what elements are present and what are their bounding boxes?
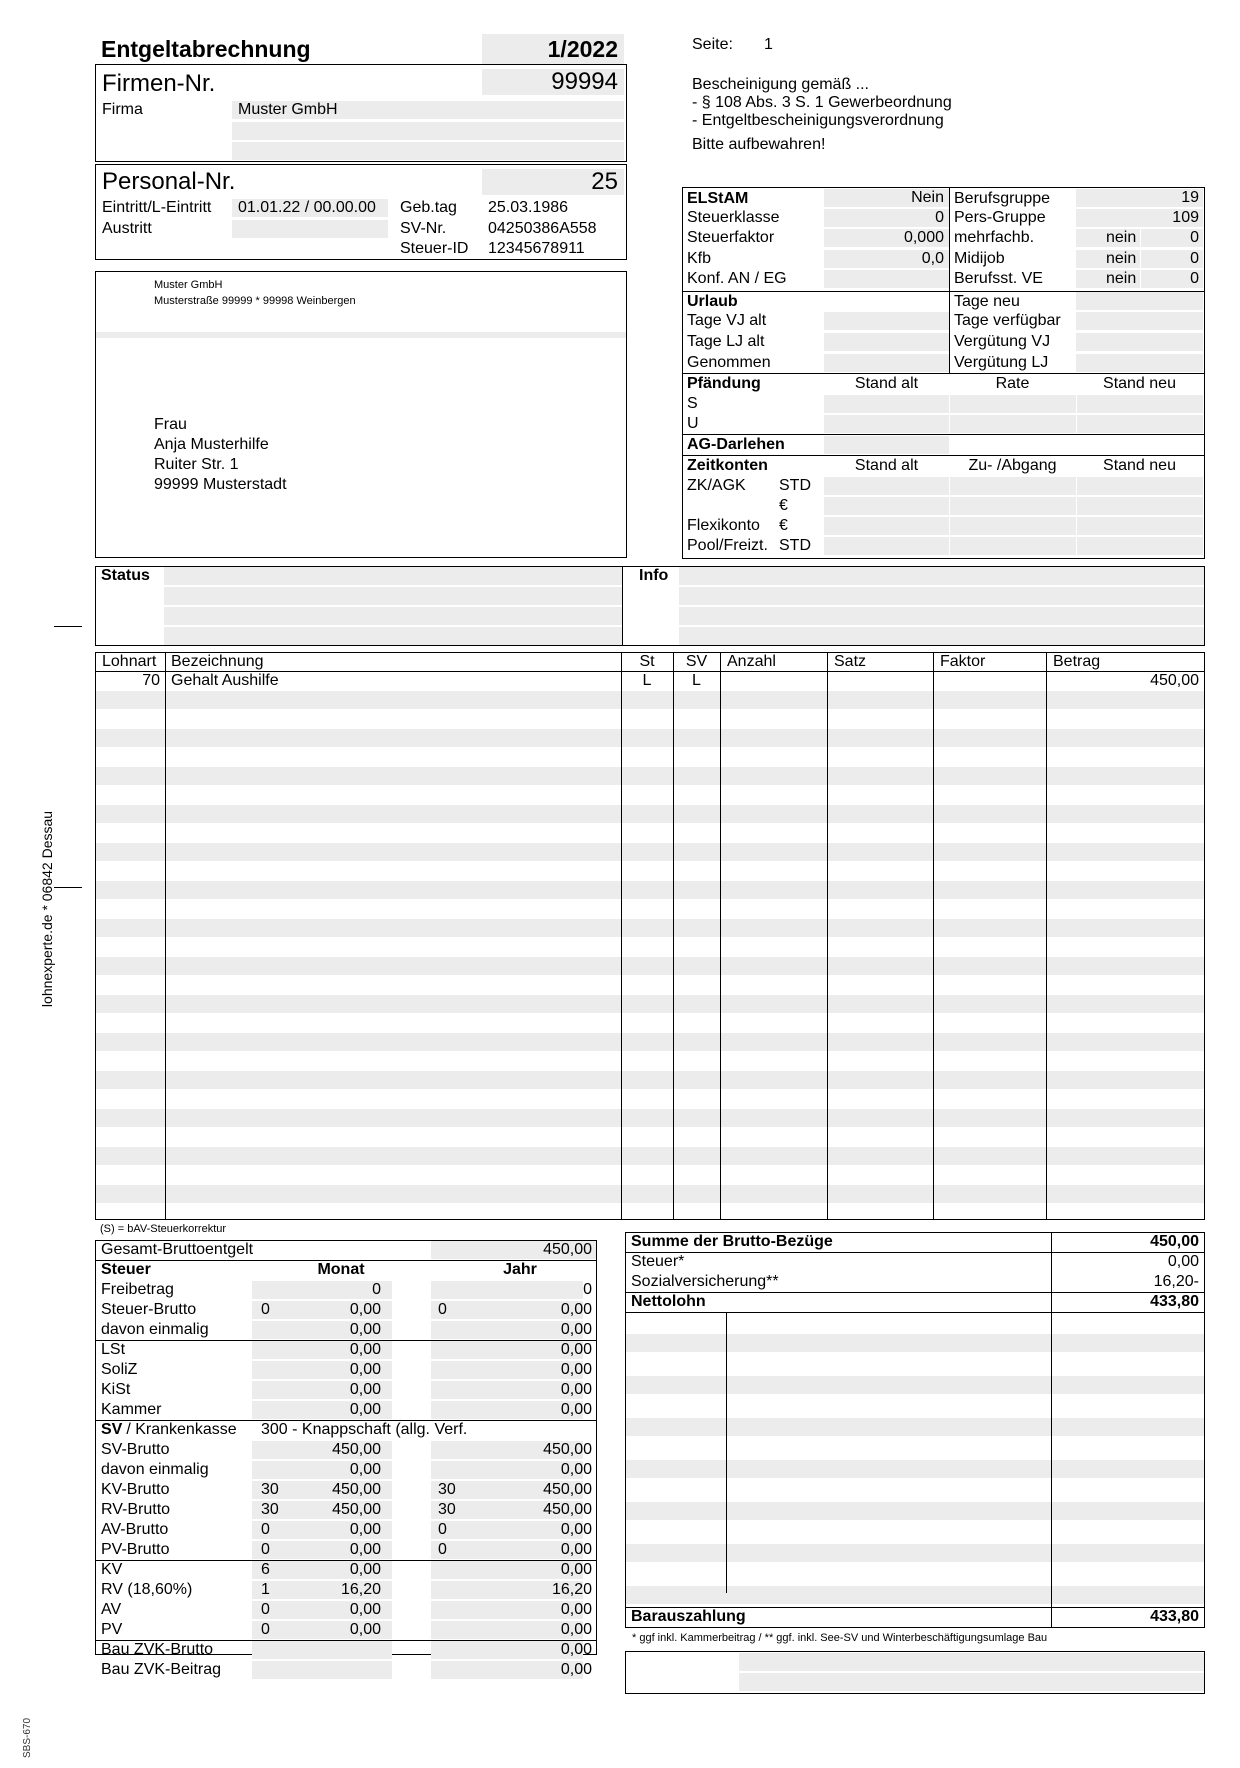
col-faktor: Faktor xyxy=(940,653,986,670)
firma-line-2 xyxy=(232,122,624,140)
summe-brutto-value: 450,00 xyxy=(1150,1233,1199,1250)
entry-field xyxy=(232,199,388,217)
table-stripe xyxy=(96,1147,1205,1165)
steuerfaktor-value: 0,000 xyxy=(903,229,944,246)
bau-row-label: Bau ZVK-Brutto xyxy=(101,1641,214,1658)
abzug-row-j2: 0,00 xyxy=(560,1381,592,1398)
sv-row-label: RV-Brutto xyxy=(101,1501,171,1518)
company-number-label: Firmen-Nr. xyxy=(102,70,216,97)
summary-stripe xyxy=(626,1376,1204,1394)
field-bg xyxy=(252,1641,392,1659)
steuer-row-label: Steuer-Brutto xyxy=(101,1301,197,1318)
mehrfach-value: 0 xyxy=(1190,229,1199,246)
sv-row-label: davon einmalig xyxy=(101,1461,209,1478)
bav-footnote: (S) = bAV-Steuerkorrektur xyxy=(100,1223,227,1235)
urlaub-verguetung-vj: Vergütung VJ xyxy=(954,333,1051,350)
birth-label: Geb.tag xyxy=(400,199,457,216)
elstam-value: Nein xyxy=(911,189,944,206)
sv-row-j1: 0 xyxy=(438,1541,447,1558)
summary-stripe xyxy=(626,1460,1204,1478)
recipient-street: Ruiter Str. 1 xyxy=(154,456,239,473)
abzug-row-j2: 0,00 xyxy=(560,1361,592,1378)
table-stripe xyxy=(96,1109,1205,1127)
taxid-label: Steuer-ID xyxy=(400,240,469,257)
summary-stripe xyxy=(626,1502,1204,1520)
pfaendung-col-neu: Stand neu xyxy=(1103,375,1176,392)
steuer-row-m2: 0,00 xyxy=(349,1321,381,1338)
sv-header xyxy=(101,1421,237,1439)
col-st: St xyxy=(639,653,655,670)
summe-brutto-label: Summe der Brutto-Bezüge xyxy=(631,1233,833,1250)
lohnarten-table xyxy=(95,652,1205,1220)
zeitkonten-col-neu: Stand neu xyxy=(1103,457,1176,474)
sv-row-m2: 0,00 xyxy=(349,1541,381,1558)
row-lohnart: 70 xyxy=(142,672,160,689)
zk-row-3-label: Flexikonto xyxy=(687,517,760,534)
summe-steuer-value: 0,00 xyxy=(1167,1253,1199,1270)
urlaub-title: Urlaub xyxy=(687,293,738,310)
pfaendung-title: Pfändung xyxy=(687,375,761,392)
row-betrag: 450,00 xyxy=(1150,672,1199,689)
kk-label: / Krankenkasse xyxy=(126,1421,237,1438)
summary-stripe xyxy=(626,1544,1204,1562)
summary-box xyxy=(625,1232,1205,1628)
col-satz: Satz xyxy=(834,653,867,670)
berufsst-mid: nein xyxy=(1106,270,1137,287)
personal-number-field xyxy=(482,169,624,195)
summe-sv-value: 16,20- xyxy=(1153,1273,1199,1290)
sender-divider xyxy=(96,332,626,338)
abzug-row-m2: 0,00 xyxy=(349,1361,381,1378)
table-stripe xyxy=(96,1071,1205,1089)
table-stripe xyxy=(96,919,1205,937)
steuerklasse-label: Steuerklasse xyxy=(687,209,780,226)
beitrag-row-m1: 0 xyxy=(261,1621,270,1638)
elstam-title: ELStAM xyxy=(687,190,749,207)
berufsst-value: 0 xyxy=(1190,270,1199,287)
page-number: 1 xyxy=(764,36,773,53)
berufsgruppe-value: 19 xyxy=(1181,189,1199,206)
svnr-value: 04250386A558 xyxy=(488,220,597,237)
sv-row-m2: 0,00 xyxy=(349,1461,381,1478)
abzug-row-label: Kammer xyxy=(101,1401,162,1418)
summary-stripe xyxy=(626,1586,1204,1604)
sv-row-j2: 450,00 xyxy=(543,1481,592,1498)
steuer-row-j1: 0 xyxy=(438,1301,447,1318)
form-code: SBS-670 xyxy=(22,1717,33,1759)
pfaendung-col-alt: Stand alt xyxy=(854,375,919,392)
steuer-row-m2: 0 xyxy=(372,1281,381,1298)
svnr-label: SV-Nr. xyxy=(400,220,447,237)
entry-label: Eintritt/L-Eintritt xyxy=(102,199,212,216)
beitrag-row-m2: 0,00 xyxy=(349,1561,381,1578)
midijob-label: Midijob xyxy=(954,250,1005,267)
urlaub-verfuegbar: Tage verfügbar xyxy=(954,312,1061,329)
notice-line-1: Bescheinigung gemäß ... xyxy=(692,76,869,93)
summary-stripe xyxy=(626,1334,1204,1352)
sv-row-label: SV-Brutto xyxy=(101,1441,170,1458)
pfaendung-col-rate: Rate xyxy=(995,375,1030,392)
firma-line-3 xyxy=(232,142,624,160)
address-box xyxy=(95,271,627,558)
abzug-row-j2: 0,00 xyxy=(560,1341,592,1358)
gesamt-brutto-label: Gesamt-Bruttoentgelt xyxy=(101,1241,254,1258)
jahr-label: Jahr xyxy=(503,1261,537,1278)
personal-box xyxy=(95,164,627,260)
beitrag-row-m1: 0 xyxy=(261,1601,270,1618)
abzug-row-j2: 0,00 xyxy=(560,1401,592,1418)
sv-row-label: AV-Brutto xyxy=(101,1521,169,1538)
info-label: Info xyxy=(639,567,669,584)
col-lohnart: Lohnart xyxy=(102,653,157,670)
sv-row-label: PV-Brutto xyxy=(101,1541,170,1558)
zeitkonten-col-alt: Stand alt xyxy=(854,457,919,474)
summe-steuer-label: Steuer* xyxy=(631,1253,685,1270)
beitrag-row-m2: 0,00 xyxy=(349,1601,381,1618)
summary-footnote: * ggf inkl. Kammerbeitrag / ** ggf. inkl. See-SV und Winterbeschäftigungsumlage Bau xyxy=(632,1632,1048,1644)
firma-label: Firma xyxy=(102,101,143,118)
beitrag-row-m2: 0,00 xyxy=(349,1621,381,1638)
zk-row-4-unit: STD xyxy=(779,537,811,554)
steuer-row-j2: 0,00 xyxy=(560,1321,592,1338)
zk-row-2-unit: € xyxy=(779,497,788,514)
kfb-value: 0,0 xyxy=(921,250,944,267)
col-betrag: Betrag xyxy=(1053,653,1101,670)
status-box xyxy=(95,566,1205,646)
abzug-row-m2: 0,00 xyxy=(349,1341,381,1358)
summe-sv-label: Sozialversicherung** xyxy=(631,1273,779,1290)
table-stripe xyxy=(96,729,1205,747)
berufsst-label: Berufsst. VE xyxy=(954,270,1043,287)
vertical-imprint: lohnexperte.de * 06842 Dessau xyxy=(39,810,55,1008)
status-label: Status xyxy=(101,567,150,584)
bau-row-label: Bau ZVK-Beitrag xyxy=(101,1661,222,1678)
sv-row-m2: 450,00 xyxy=(332,1501,381,1518)
sv-row-m1: 30 xyxy=(261,1501,279,1518)
brutto-box xyxy=(95,1240,597,1678)
exit-field xyxy=(232,220,388,238)
abzug-row-label: KiSt xyxy=(101,1381,131,1398)
sv-row-m2: 450,00 xyxy=(332,1441,381,1458)
mehrfach-mid: nein xyxy=(1106,229,1137,246)
table-stripe xyxy=(96,1033,1205,1051)
sv-row-j2: 450,00 xyxy=(543,1501,592,1518)
darlehen-title: AG-Darlehen xyxy=(687,436,785,453)
sv-row-m1: 30 xyxy=(261,1481,279,1498)
elstam-box xyxy=(682,187,1205,559)
period-field xyxy=(482,34,624,64)
kk-value: 300 - Knappschaft (allg. Verf. xyxy=(261,1421,468,1438)
urlaub-genommen: Genommen xyxy=(687,354,771,371)
beitrag-row-label: RV (18,60%) xyxy=(101,1581,193,1598)
pfaendung-row-u: U xyxy=(687,415,699,432)
mehrfach-label: mehrfachb. xyxy=(954,229,1035,246)
urlaub-tage-vj: Tage VJ alt xyxy=(687,312,767,329)
zk-row-1-label: ZK/AGK xyxy=(687,477,746,494)
beitrag-row-j2: 0,00 xyxy=(560,1561,592,1578)
urlaub-tage-lj: Tage LJ alt xyxy=(687,333,765,350)
zeitkonten-col-zu: Zu- /Abgang xyxy=(968,457,1057,474)
notice-line-2: - § 108 Abs. 3 S. 1 Gewerbeordnung xyxy=(692,94,952,111)
recipient-salutation: Frau xyxy=(154,416,187,433)
company-number-field xyxy=(482,69,624,95)
table-row xyxy=(96,672,1205,690)
steuerklasse-value: 0 xyxy=(935,209,944,226)
recipient-city: 99999 Musterstadt xyxy=(154,476,287,493)
sv-row-j2: 0,00 xyxy=(560,1541,592,1558)
birth-value: 25.03.1986 xyxy=(488,199,569,216)
sv-row-m1: 0 xyxy=(261,1541,270,1558)
notice-line-3: - Entgeltbescheinigungsverordnung xyxy=(692,112,944,129)
period-value: 1/2022 xyxy=(547,36,618,62)
barauszahlung-label: Barauszahlung xyxy=(631,1608,746,1625)
steuer-row-label: davon einmalig xyxy=(101,1321,209,1338)
bank-box xyxy=(625,1651,1205,1694)
company-number: 99994 xyxy=(551,68,618,95)
steuerfaktor-label: Steuerfaktor xyxy=(687,229,775,246)
sv-row-m1: 0 xyxy=(261,1521,270,1538)
sv-row-j2: 450,00 xyxy=(543,1441,592,1458)
midijob-mid: nein xyxy=(1106,250,1137,267)
sv-row-j1: 0 xyxy=(438,1521,447,1538)
sv-row-label: KV-Brutto xyxy=(101,1481,170,1498)
company-box xyxy=(95,64,627,162)
abzug-row-label: SoliZ xyxy=(101,1361,138,1378)
table-stripe xyxy=(96,995,1205,1013)
table-stripe xyxy=(96,1185,1205,1203)
urlaub-verguetung-lj: Vergütung LJ xyxy=(954,354,1049,371)
row-sv: L xyxy=(692,672,701,689)
sv-row-j1: 30 xyxy=(438,1501,456,1518)
firma-field xyxy=(232,101,624,119)
zeitkonten-title: Zeitkonten xyxy=(687,457,768,474)
steuer-row-j2: 0 xyxy=(583,1281,592,1298)
bau-row-j2: 0,00 xyxy=(560,1661,592,1678)
col-sv: SV xyxy=(685,653,708,670)
personal-number-label: Personal-Nr. xyxy=(102,168,236,195)
pfaendung-row-s: S xyxy=(687,395,698,412)
persgruppe-value: 109 xyxy=(1172,209,1199,226)
nettolohn-label: Nettolohn xyxy=(631,1293,706,1310)
zk-row-4-label: Pool/Freizt. xyxy=(687,537,768,554)
taxid-value: 12345678911 xyxy=(488,240,585,257)
personal-number: 25 xyxy=(591,168,618,195)
abzug-row-label: LSt xyxy=(101,1341,126,1358)
zk-row-1-unit: STD xyxy=(779,477,811,494)
steuer-row-m1: 0 xyxy=(261,1301,270,1318)
gesamt-brutto-value: 450,00 xyxy=(543,1241,592,1258)
beitrag-row-label: KV xyxy=(101,1561,123,1578)
sender-line-1: Muster GmbH xyxy=(154,279,223,291)
summary-stripe xyxy=(626,1418,1204,1436)
sv-row-m2: 0,00 xyxy=(349,1521,381,1538)
table-stripe xyxy=(96,843,1205,861)
steuer-row-m2: 0,00 xyxy=(349,1301,381,1318)
table-stripe xyxy=(96,767,1205,785)
sv-row-j2: 0,00 xyxy=(560,1521,592,1538)
midijob-value: 0 xyxy=(1190,250,1199,267)
beitrag-row-m1: 6 xyxy=(261,1561,270,1578)
beitrag-row-m2: 16,20 xyxy=(340,1581,381,1598)
sv-label: SV xyxy=(101,1421,123,1438)
table-stripe xyxy=(96,691,1205,709)
sv-row-j2: 0,00 xyxy=(560,1461,592,1478)
barauszahlung-value: 433,80 xyxy=(1150,1608,1199,1625)
entry-value: 01.01.22 / 00.00.00 xyxy=(238,199,376,216)
beitrag-row-label: PV xyxy=(101,1621,123,1638)
persgruppe-label: Pers-Gruppe xyxy=(954,209,1046,226)
table-stripe xyxy=(96,805,1205,823)
steuer-row-j2: 0,00 xyxy=(560,1301,592,1318)
beitrag-row-j2: 0,00 xyxy=(560,1601,592,1618)
konf-label: Konf. AN / EG xyxy=(687,270,787,287)
beitrag-row-j2: 16,20 xyxy=(551,1581,592,1598)
steuer-label: Steuer xyxy=(101,1261,151,1278)
col-anzahl: Anzahl xyxy=(727,653,776,670)
page-label: Seite: xyxy=(692,36,733,53)
sv-row-j1: 30 xyxy=(438,1481,456,1498)
exit-label: Austritt xyxy=(102,220,152,237)
table-stripe xyxy=(96,957,1205,975)
monat-label: Monat xyxy=(317,1261,365,1278)
keep-notice: Bitte aufbewahren! xyxy=(692,136,826,153)
firma-value: Muster GmbH xyxy=(238,101,338,118)
sv-row-m2: 450,00 xyxy=(332,1481,381,1498)
row-bezeichnung: Gehalt Aushilfe xyxy=(171,672,279,689)
beitrag-row-j2: 0,00 xyxy=(560,1621,592,1638)
row-st: L xyxy=(642,672,652,689)
bau-row-j2: 0,00 xyxy=(560,1641,592,1658)
document-title: Entgeltabrechnung xyxy=(101,36,311,62)
recipient-name: Anja Musterhilfe xyxy=(154,436,269,453)
abzug-row-m2: 0,00 xyxy=(349,1401,381,1418)
beitrag-row-label: AV xyxy=(101,1601,122,1618)
abzug-row-m2: 0,00 xyxy=(349,1381,381,1398)
beitrag-row-m1: 1 xyxy=(261,1581,270,1598)
kfb-label: Kfb xyxy=(687,250,712,267)
berufsgruppe-label: Berufsgruppe xyxy=(954,190,1051,207)
sender-line-2: Musterstraße 99999 * 99998 Weinbergen xyxy=(154,295,356,307)
field-bg xyxy=(252,1661,392,1679)
steuer-row-label: Freibetrag xyxy=(101,1281,174,1298)
table-stripe xyxy=(96,881,1205,899)
col-bezeichnung: Bezeichnung xyxy=(171,653,264,670)
zk-row-3-unit: € xyxy=(779,517,788,534)
nettolohn-value: 433,80 xyxy=(1150,1293,1199,1310)
urlaub-tage-neu: Tage neu xyxy=(954,293,1020,310)
